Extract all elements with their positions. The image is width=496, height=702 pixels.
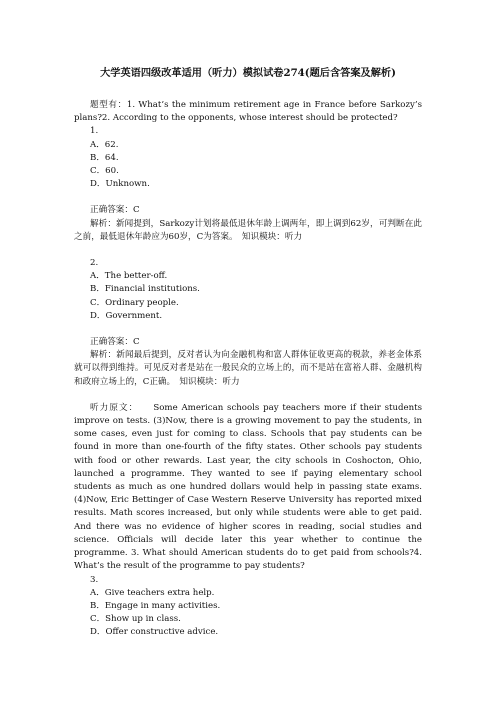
question-1-number: 1.	[90, 126, 99, 137]
question-3-option-c: C．Show up in class.	[90, 614, 181, 625]
listening-transcript: 听力原文： Some American schools pay teachers more if their students improve on tests. (3)Now, there is a growing movement to pay the students, in some cases, even just for coming to class. Schools that pay students can be found in more than one-fourth of the fifty states. Other schools pay students with food or other rewards. Last year, the city schools in Coshocton, Ohio, launched a programme. They wanted to see if paying elementary school students as much as one hundred dollars would help in passing state exams. (4)Now, Eric Bettinger of Case Western Reserve University has reported mixed results. Math scores increased, but only while students were able to get paid. And there was no evidence of higher scores in reading, social studies and science. Officials will decide later this year whether to continue the programme. 3. What should American students do to get paid from schools?4. What’s the result of the programme to pay students?	[74, 402, 422, 572]
question-type-intro: 题型有：1. What’s the minimum retirement age in France before Sarkozy’s plans?2. According to the opponents, whose interest should be protected?	[74, 100, 422, 124]
question-3-option-b: B．Engage in many activities.	[90, 600, 221, 611]
question-3-number: 3.	[90, 574, 99, 585]
question-2-option-b: B．Financial institutions.	[90, 284, 200, 295]
question-1-option-b: B．64.	[90, 152, 119, 163]
question-1-answer: 正确答案：C	[90, 205, 140, 216]
question-1-option-d: D．Unknown.	[90, 179, 150, 190]
question-3-option-a: A．Give teachers extra help.	[90, 587, 215, 598]
question-1-option-a: A．62.	[90, 139, 119, 150]
question-2-answer: 正确答案：C	[90, 337, 140, 348]
question-2-option-a: A．The better-off.	[90, 271, 168, 282]
question-1-analysis: 解析：新闻提到，Sarkozy计划将最低退休年龄上调两年，即上调到62岁，可判断在此之前，最低退休年龄应为60岁，C为答案。 知识模块：听力	[74, 218, 422, 242]
question-2-number: 2.	[90, 258, 99, 269]
question-2-option-c: C．Ordinary people.	[90, 297, 179, 308]
question-2-option-d: D．Government.	[90, 310, 163, 321]
question-3-option-d: D．Offer constructive advice.	[90, 627, 219, 638]
question-1-option-c: C．60.	[90, 166, 119, 177]
document-title: 大学英语四级改革适用（听力）模拟试卷274(题后含答案及解析)	[100, 67, 396, 79]
question-2-analysis: 解析：新闻最后提到，反对者认为向金融机构和富人群体征收更高的税款，养老金体系就可以得到维持。可见反对者是站在一般民众的立场上的，而不是站在富裕人群、金融机构和政府立场上的，C正确。 知识模块：听力	[74, 350, 422, 387]
